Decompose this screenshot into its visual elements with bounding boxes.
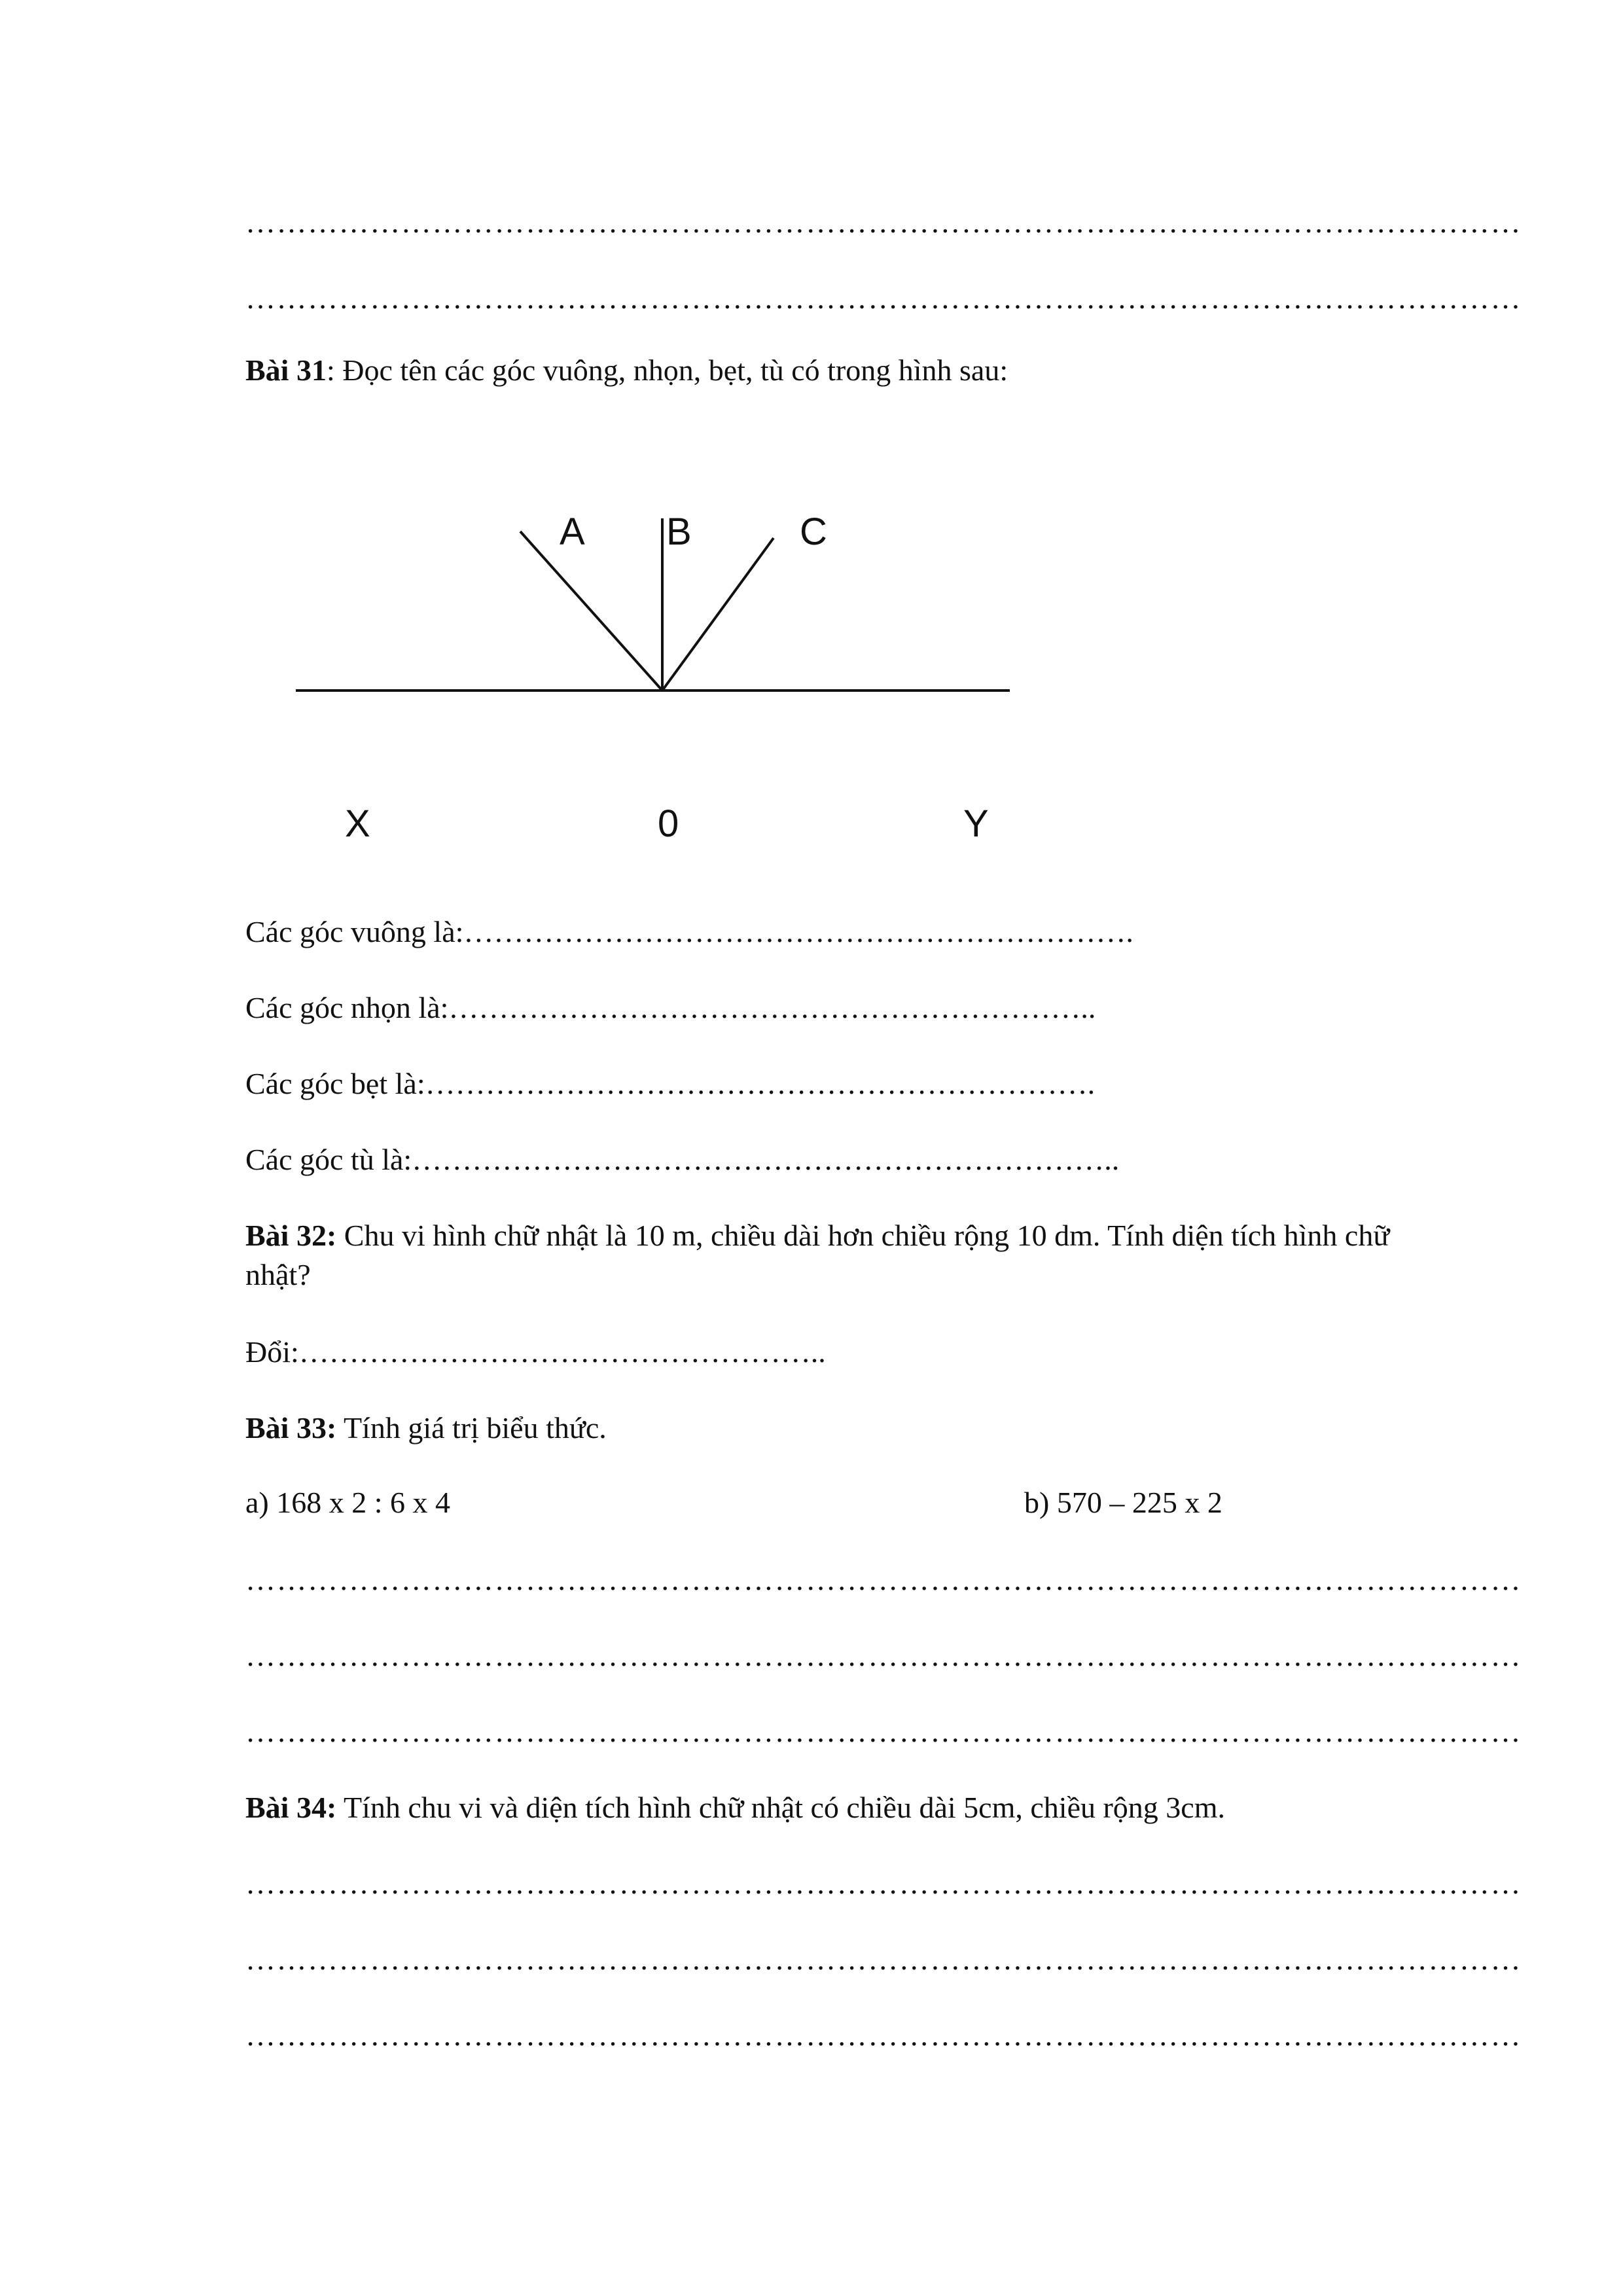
answer-straight-angles: Các góc bẹt là:…………………………………………………………. — [245, 1067, 1096, 1100]
answer-line: …………………………………………………………………………………………………………… — [245, 1563, 1522, 1596]
ray-oa — [520, 531, 662, 691]
bai32-doi: Đổi:…………………………………………….. — [245, 1335, 826, 1369]
bai32-question — [245, 1217, 1389, 1254]
bai31-text: : Đọc tên các góc vuông, nhọn, bẹt, tù có trong hình sau: — [326, 353, 1008, 387]
label-a: A — [560, 511, 585, 553]
answer-line: …………………………………………………………………………………………………………… — [245, 1943, 1522, 1976]
bai31-label: Bài 31 — [245, 353, 327, 387]
bai33-part-b: b) 570 – 225 x 2 — [1024, 1486, 1222, 1519]
answer-line: …………………………………………………………………………………………………………… — [245, 1639, 1522, 1672]
label-x: X — [345, 802, 370, 845]
answer-line: …………………………………………………………………………………………………………… — [245, 206, 1522, 239]
bai32-label: Bài 32: — [245, 1219, 337, 1252]
label-b: B — [666, 511, 692, 553]
bai33-text: Tính giá trị biểu thức. — [336, 1411, 607, 1444]
bai34-question — [245, 1789, 1225, 1826]
bai33-label: Bài 33: — [245, 1411, 337, 1444]
answer-right-angles: Các góc vuông là:…………………………………………………………. — [245, 915, 1133, 948]
answer-line: …………………………………………………………………………………………………………… — [245, 1715, 1522, 1748]
ray-oc — [662, 538, 774, 691]
bai34-label: Bài 34: — [245, 1791, 337, 1824]
answer-line: …………………………………………………………………………………………………………… — [245, 281, 1522, 315]
answer-acute-angles: Các góc nhọn là:……………………………………………………….. — [245, 991, 1096, 1024]
bai32-text-cont: nhật? — [245, 1258, 311, 1291]
answer-line: …………………………………………………………………………………………………………… — [245, 1867, 1522, 1900]
label-y: Y — [963, 802, 989, 845]
label-o: 0 — [658, 802, 679, 845]
answer-obtuse-angles: Các góc tù là:…………………………………………………………….. — [245, 1143, 1120, 1176]
bai33-question — [245, 1410, 607, 1446]
answer-line: …………………………………………………………………………………………………………… — [245, 2018, 1522, 2052]
bai33-part-a: a) 168 x 2 : 6 x 4 — [245, 1486, 451, 1519]
bai32-text: Chu vi hình chữ nhật là 10 m, chiều dài hơn chiều rộng 10 dm. Tính diện tích hình chữ — [336, 1219, 1390, 1252]
bai34-text: Tính chu vi và diện tích hình chữ nhật có chiều dài 5cm, chiều rộng 3cm. — [336, 1791, 1225, 1824]
label-c: C — [800, 511, 827, 553]
